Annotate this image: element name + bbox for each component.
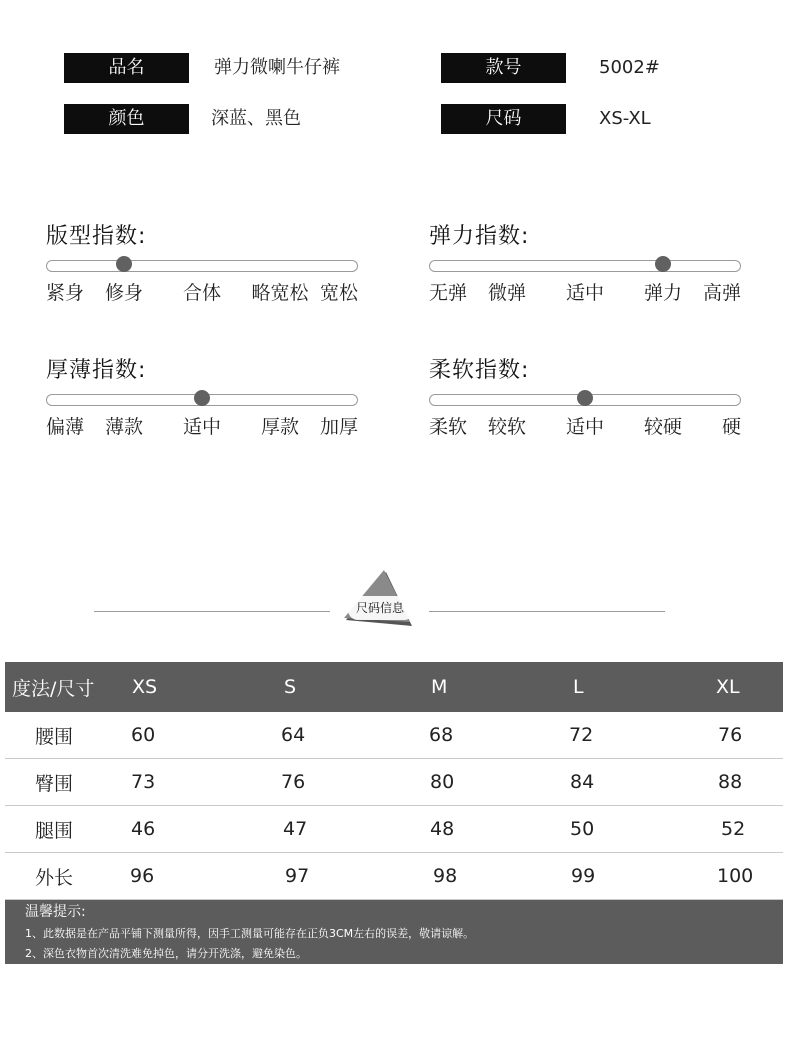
softness-index-marker (577, 390, 593, 406)
header-cell: XL (716, 676, 740, 698)
row-label: 腿围 (35, 819, 74, 842)
stretch-index-option: 高弹 (702, 282, 741, 304)
thickness-index-title: 厚薄指数: (46, 358, 147, 383)
color-value: 深蓝、黑色 (211, 108, 301, 129)
fit-index-track (46, 260, 358, 272)
fit-index-option: 紧身 (46, 282, 85, 304)
table-cell: 60 (131, 724, 156, 746)
name-value: 弹力微喇牛仔裤 (214, 57, 340, 78)
stretch-index-title: 弹力指数: (429, 224, 530, 249)
softness-index-option: 柔软 (429, 416, 468, 438)
table-cell: 73 (131, 771, 156, 793)
thickness-index (46, 356, 358, 438)
header-cell: L (573, 676, 584, 698)
stretch-index (429, 222, 741, 304)
table-cell: 97 (285, 865, 310, 887)
stretch-index-track (429, 260, 741, 272)
table-cell: 84 (570, 771, 595, 793)
table-cell: 47 (283, 818, 308, 840)
size-label: 尺码 (441, 104, 566, 134)
softness-index-option: 较硬 (643, 416, 682, 438)
table-cell: 99 (571, 865, 596, 887)
fit-index-option: 合体 (182, 282, 221, 304)
table-row (5, 806, 783, 853)
table-cell: 88 (718, 771, 743, 793)
stretch-index-option: 无弹 (429, 282, 468, 304)
header-cell: XS (132, 676, 158, 698)
note-title: 温馨提示: (25, 904, 86, 920)
section-divider-left (94, 611, 330, 612)
softness-index-option: 硬 (721, 416, 741, 438)
thickness-index-option: 薄款 (104, 416, 143, 438)
stretch-index-option: 适中 (565, 282, 604, 304)
stretch-index-marker (655, 256, 671, 272)
table-cell: 76 (281, 771, 306, 793)
size-table (5, 662, 783, 964)
color-label: 颜色 (64, 104, 189, 134)
table-cell: 50 (570, 818, 595, 840)
header-cell: S (284, 676, 297, 698)
thickness-index-option: 加厚 (319, 416, 358, 438)
table-cell: 68 (429, 724, 454, 746)
softness-index (429, 356, 741, 438)
table-cell: 46 (131, 818, 156, 840)
code-label: 款号 (441, 53, 566, 83)
table-cell: 96 (130, 865, 155, 887)
table-cell: 64 (281, 724, 306, 746)
stretch-index-option: 弹力 (643, 282, 682, 304)
size-table-header (5, 662, 783, 712)
table-cell: 98 (433, 865, 458, 887)
section-divider-right (429, 611, 665, 612)
size-info-badge-label: 尺码信息 (356, 601, 405, 615)
fit-index-option: 修身 (104, 282, 143, 304)
table-row (5, 759, 783, 806)
table-row (5, 712, 783, 759)
row-label: 外长 (35, 866, 74, 889)
size-value: XS-XL (599, 108, 651, 129)
thickness-index-option: 厚款 (260, 416, 299, 438)
fit-index (46, 222, 358, 304)
thickness-index-marker (194, 390, 210, 406)
table-row (5, 853, 783, 900)
fit-index-option: 宽松 (319, 282, 358, 304)
table-cell: 100 (717, 865, 754, 887)
softness-index-option: 较软 (487, 416, 526, 438)
stretch-index-option: 微弹 (487, 282, 526, 304)
softness-index-title: 柔软指数: (429, 358, 530, 383)
table-cell: 76 (718, 724, 743, 746)
size-table-note (5, 900, 783, 964)
name-label: 品名 (64, 53, 189, 83)
table-cell: 80 (430, 771, 455, 793)
header-cell: M (431, 676, 448, 698)
fit-index-option: 略宽松 (251, 282, 309, 304)
note-line: 2、深色衣物首次清洗难免掉色，请分开洗涤，避免染色。 (25, 947, 307, 960)
code-value: 5002# (599, 57, 660, 78)
table-cell: 48 (430, 818, 455, 840)
table-cell: 72 (569, 724, 594, 746)
header-cell: 度法/尺寸 (12, 677, 95, 700)
softness-index-option: 适中 (565, 416, 604, 438)
row-label: 腰围 (35, 725, 74, 748)
row-label: 臀围 (35, 772, 74, 795)
table-cell: 52 (721, 818, 746, 840)
fit-index-marker (116, 256, 132, 272)
thickness-index-option: 偏薄 (46, 416, 85, 438)
note-line: 1、此数据是在产品平铺下测量所得，因手工测量可能存在正负3CM左右的误差，敬请谅解。 (25, 927, 475, 940)
thickness-index-option: 适中 (182, 416, 221, 438)
fit-index-title: 版型指数: (46, 224, 147, 249)
